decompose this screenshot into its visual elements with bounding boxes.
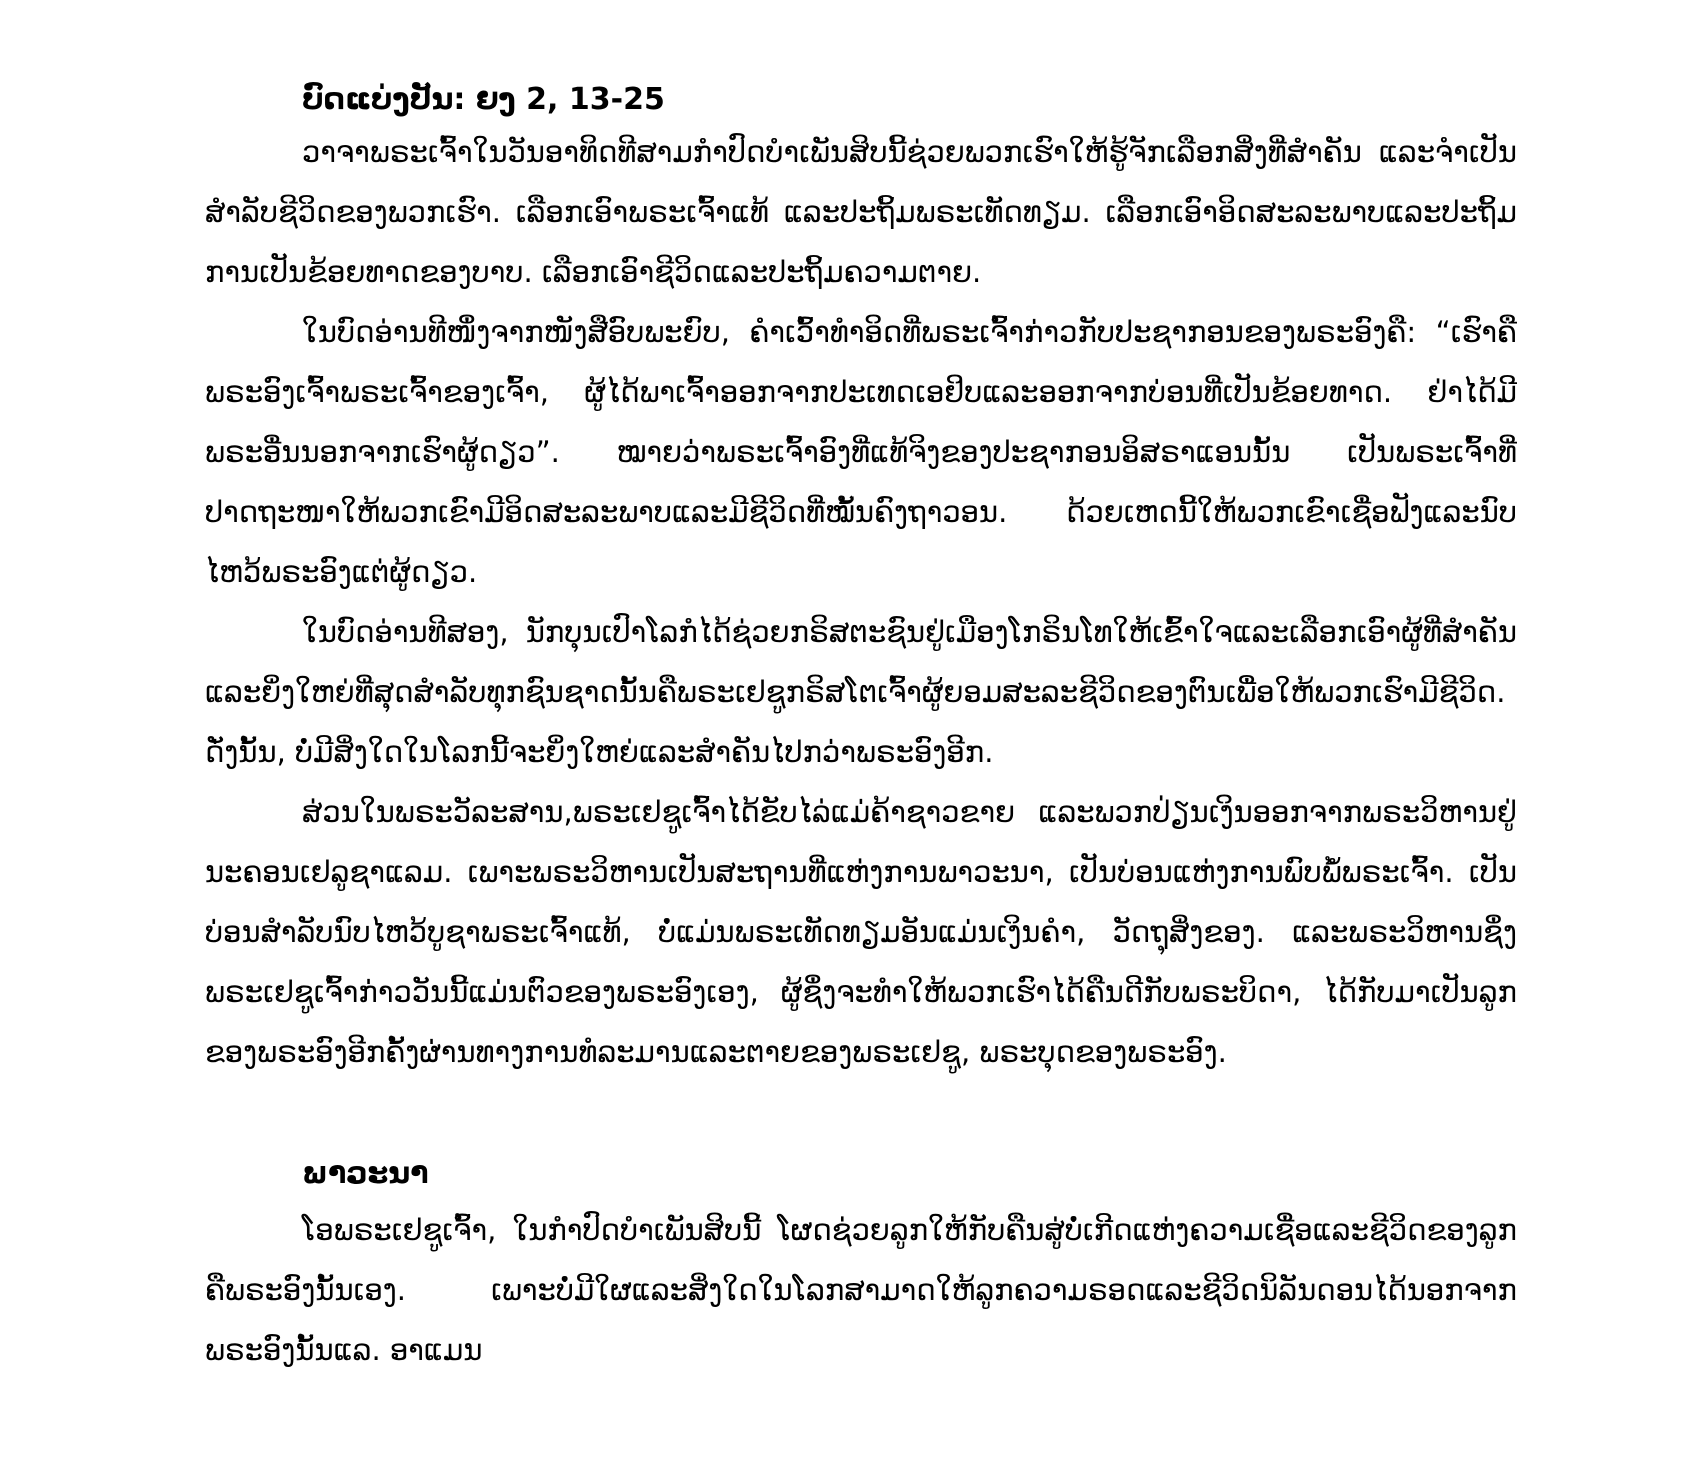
reading-paragraph-4: ສ່ວນໃນພຣະວັລະສານ,ພຣະເຢຊູເຈົ້າໄດ້ຂັບໄລ່ແມ່ຄ້າຊາວຂາຍ ແລະພວກປ່ຽນເງິນອອກຈາກພຣະວິຫານຢູ່ນະຄອນເຢລູຊາແລມ. ເພາະພຣະວິຫານເປັນສະຖານທີ່ແຫ່ງການພາວະນາ, ເປັນບ່ອນແຫ່ງການພົບພໍ້ພຣະເຈົ້າ. ເປັນບ່ອນສຳລັບນົບໄຫວ້ບູຊາພຣະເຈົ້າແທ້, ບໍ່ແມ່ນພຣະເທັດທຽມອັນແມ່ນເງິນຄຳ, ວັດຖຸສິ່ງຂອງ. ແລະພຣະວິຫານຊຶ່ງພຣະເຢຊູເຈົ້າກ່າວວັນນີ້ແມ່ນຕົວຂອງພຣະອົງເອງ, ຜູ້ຊຶ່ງຈະທຳໃຫ້ພວກເຮົາໄດ້ຄືນດີກັບພຣະບິດາ, ໄດ້ກັບມາເປັນລູກຂອງພຣະອົງອີກຄັ້ງຜ່ານທາງການທໍລະມານແລະຕາຍຂອງພຣະເຢຊູ, ພຣະບຸດຂອງພຣະອົງ. [205, 795, 1517, 1069]
document-page [205, 78, 1517, 1380]
reading-paragraph-3: ໃນບົດອ່ານທີສອງ, ນັກບຸນເປົາໂລກໍໄດ້ຊ່ວຍກຣິສຕະຊົນຢູ່ເມືອງໂກຣິນໂທໃຫ້ເຂົ້າໃຈແລະເລືອກເອົາຜູ້ທີ່ສຳຄັນແລະຍິ່ງໃຫຍ່ທີ່ສຸດສຳລັບທຸກຊົນຊາດນັ້ນຄືພຣະເຢຊູກຣິສໂຕເຈົ້າຜູ້ຍອມສະລະຊີວິດຂອງຕົນເພື່ອໃຫ້ພວກເຮົາມີຊີວິດ. ດັ່ງນັ້ນ, ບໍ່ມີສິ່ງໃດໃນໂລກນີ້ຈະຍິ່ງໃຫຍ່ແລະສຳຄັນໄປກວ່າພຣະອົງອີກ. [205, 615, 1517, 769]
reading-paragraph-2: ໃນບົດອ່ານທີໜຶ່ງຈາກໜັງສືອົບພະຍົບ, ຄຳເວົ້າທຳອິດທີ່ພຣະເຈົ້າກ່າວກັບປະຊາກອນຂອງພຣະອົງຄື: “ເຮົາຄືພຣະອົງເຈົ້າພຣະເຈົ້າຂອງເຈົ້າ, ຜູ້ໄດ້ພາເຈົ້າອອກຈາກປະເທດເອຢິບແລະອອກຈາກບ່ອນທີ່ເປັນຂ້ອຍທາດ. ຢ່າໄດ້ມີພຣະອື່ນນອກຈາກເຮົາຜູ້ດຽວ”. ໝາຍວ່າພຣະເຈົ້າອົງທີ່ແທ້ຈິງຂອງປະຊາກອນອິສຣາແອນນັ້ນ ເປັນພຣະເຈົ້າທີ່ປາດຖະໜາໃຫ້ພວກເຂົາມີອິດສະລະພາບແລະມີຊີວິດທີ່ໝັ້ນຄົງຖາວອນ. ດ້ວຍເຫດນີ້ໃຫ້ພວກເຂົາເຊື່ອຟັງແລະນົບໄຫວ້ພຣະອົງແຕ່ຜູ້ດຽວ. [205, 315, 1517, 589]
prayer-section [205, 1152, 1517, 1380]
prayer-heading: ພາວະນາ [302, 1156, 429, 1191]
reading-paragraph-1: ວາຈາພຣະເຈົ້າໃນວັນອາທິດທີສາມກຳປົດບຳເພັນສິບນີ້ຊ່ວຍພວກເຮົາໃຫ້ຮູ້ຈັກເລືອກສິ່ງທີ່ສຳຄັນ ແລະຈຳເປັນສຳລັບຊີວິດຂອງພວກເຮົາ. ເລືອກເອົາພຣະເຈົ້າແທ້ ແລະປະຖິ້ມພຣະເທັດທຽມ. ເລືອກເອົາອິດສະລະພາບແລະປະຖິ້ມການເປັນຂ້ອຍທາດຂອງບາບ. ເລືອກເອົາຊີວິດແລະປະຖິ້ມຄວາມຕາຍ. [205, 135, 1517, 289]
reading-heading: ບົດແບ່ງປັນ: ຍງ 2, 13-25 [302, 82, 665, 117]
prayer-paragraph: ໂອພຣະເຢຊູເຈົ້າ, ໃນກຳປົດບຳເພັນສິບນີ້ ໂຜດຊ່ວຍລູກໃຫ້ກັບຄືນສູ່ບໍ່ເກີດແຫ່ງຄວາມເຊື່ອແລະຊີວິດຂອງລູກຄືພຣະອົງນັ້ນເອງ. ເພາະບໍ່ມີໃຜແລະສິ່ງໃດໃນໂລກສາມາດໃຫ້ລູກຄວາມຣອດແລະຊີວິດນິລັນດອນໄດ້ນອກຈາກພຣະອົງນັ້ນແລ. ອາແມນ [205, 1213, 1517, 1367]
reading-section [205, 78, 1517, 1082]
